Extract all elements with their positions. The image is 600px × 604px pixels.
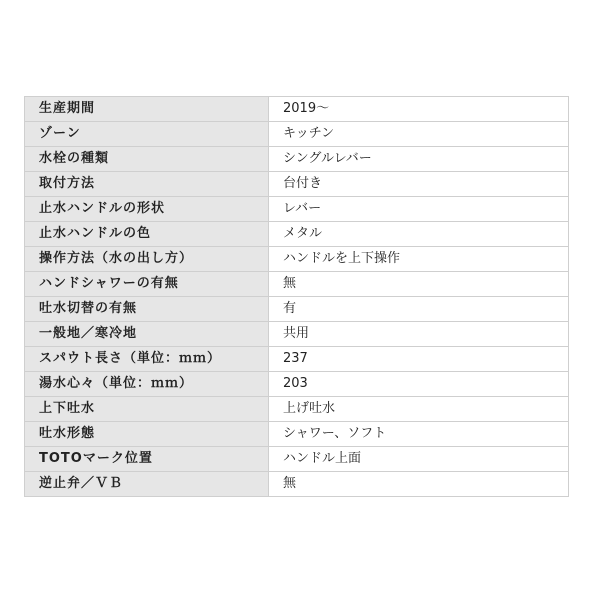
table-row — [25, 172, 569, 197]
table-row — [25, 247, 569, 272]
spec-value: 203 — [269, 372, 569, 397]
spec-value: シャワー、ソフト — [269, 422, 569, 447]
spec-label: TOTOマーク位置 — [25, 447, 269, 472]
spec-value: キッチン — [269, 122, 569, 147]
table-row — [25, 97, 569, 122]
spec-value: ハンドルを上下操作 — [269, 247, 569, 272]
spec-table — [24, 96, 569, 497]
spec-label: スパウト長さ（単位：ｍｍ） — [25, 347, 269, 372]
table-row — [25, 447, 569, 472]
spec-label: 吐水形態 — [25, 422, 269, 447]
spec-value: 無 — [269, 272, 569, 297]
spec-label: 上下吐水 — [25, 397, 269, 422]
spec-label: 止水ハンドルの形状 — [25, 197, 269, 222]
spec-value: 上げ吐水 — [269, 397, 569, 422]
spec-value: ハンドル上面 — [269, 447, 569, 472]
spec-value: 237 — [269, 347, 569, 372]
spec-value: メタル — [269, 222, 569, 247]
table-row — [25, 297, 569, 322]
spec-value: 無 — [269, 472, 569, 497]
spec-label: 水栓の種類 — [25, 147, 269, 172]
spec-label: 操作方法（水の出し方） — [25, 247, 269, 272]
table-row — [25, 197, 569, 222]
spec-label: ゾーン — [25, 122, 269, 147]
spec-label: 逆止弁／ＶＢ — [25, 472, 269, 497]
table-row — [25, 122, 569, 147]
table-row — [25, 222, 569, 247]
spec-label: 止水ハンドルの色 — [25, 222, 269, 247]
spec-label: 吐水切替の有無 — [25, 297, 269, 322]
spec-label: 取付方法 — [25, 172, 269, 197]
spec-value: 2019～ — [269, 97, 569, 122]
table-row — [25, 372, 569, 397]
table-row — [25, 472, 569, 497]
table-row — [25, 347, 569, 372]
table-row — [25, 272, 569, 297]
spec-label: 一般地／寒冷地 — [25, 322, 269, 347]
table-row — [25, 322, 569, 347]
spec-value: レバー — [269, 197, 569, 222]
table-row — [25, 397, 569, 422]
table-row — [25, 422, 569, 447]
table-row — [25, 147, 569, 172]
spec-label: 生産期間 — [25, 97, 269, 122]
spec-value: シングルレバー — [269, 147, 569, 172]
spec-value: 台付き — [269, 172, 569, 197]
spec-value: 有 — [269, 297, 569, 322]
spec-label: 湯水心々（単位：ｍｍ） — [25, 372, 269, 397]
spec-label: ハンドシャワーの有無 — [25, 272, 269, 297]
spec-value: 共用 — [269, 322, 569, 347]
